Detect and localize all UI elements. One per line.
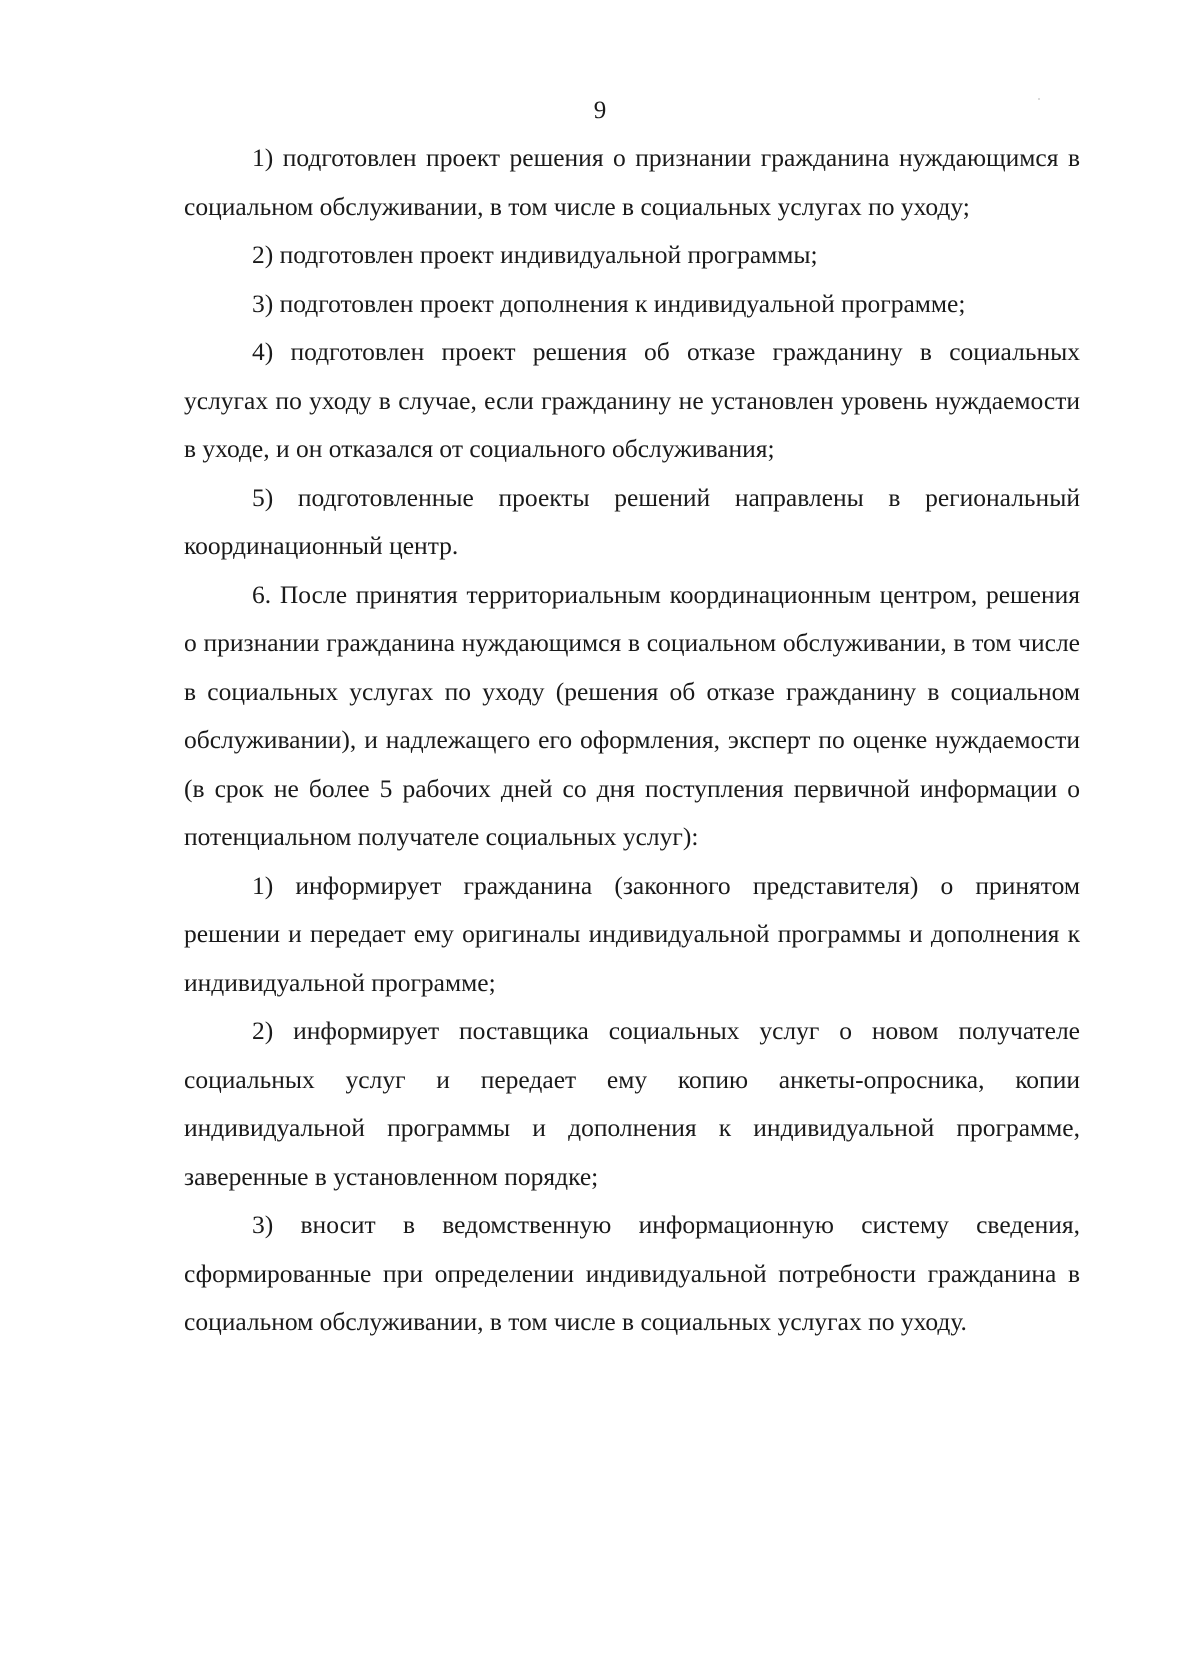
page-number: 9 — [593, 97, 607, 124]
paragraph-subitem-3: 3) вносит в ведомственную информационную систему сведения, сформированные при определении индивидуальной потребности гражданина в социальном обслуживании, в том числе в социальных услугах по уходу. — [184, 1210, 1080, 1336]
document-body — [184, 134, 1080, 1347]
paragraph-subitem-1: 1) информирует гражданина (законного представителя) о принятом решении и передает ему оригиналы индивидуальной программы и дополнения к индивидуальной программе; — [184, 870, 1080, 997]
paragraph-item-5: 5) подготовленные проекты решений направлены в региональный координационный центр. — [184, 482, 1080, 560]
paragraph-subitem-2: 2) информирует поставщика социальных услуг о новом получателе социальных услуг и передает ему копию анкеты-опросника, копии индивидуальной программы и дополнения к индивидуальной программе, заверенные в установленном порядке; — [184, 1016, 1080, 1191]
paragraph-item-3: 3) подготовлен проект дополнения к индивидуальной программе; — [252, 288, 966, 318]
paragraph-item-1: 1) подготовлен проект решения о признании гражданина нуждающимся в социальном обслуживании, в том числе в социальных услугах по уходу; — [184, 143, 1080, 221]
paragraph-section-6: 6. После принятия территориальным координационным центром, решения о признании гражданина нуждающимся в социальном обслуживании, в том числе в социальных услугах по уходу (решения об отказе гражданину в социальном обслуживании), и надлежащего его оформления, эксперт по оценке нуждаемости (в срок не более 5 рабочих дней со дня поступления первичной информации о потенциальном получателе социальных услуг): — [184, 579, 1080, 851]
paragraph-item-4: 4) подготовлен проект решения об отказе гражданину в социальных услугах по уходу в случае, если гражданину не установлен уровень нуждаемости в уходе, и он отказался от социального обслуживания; — [184, 337, 1080, 463]
paragraph-item-2: 2) подготовлен проект индивидуальной программы; — [252, 240, 818, 269]
